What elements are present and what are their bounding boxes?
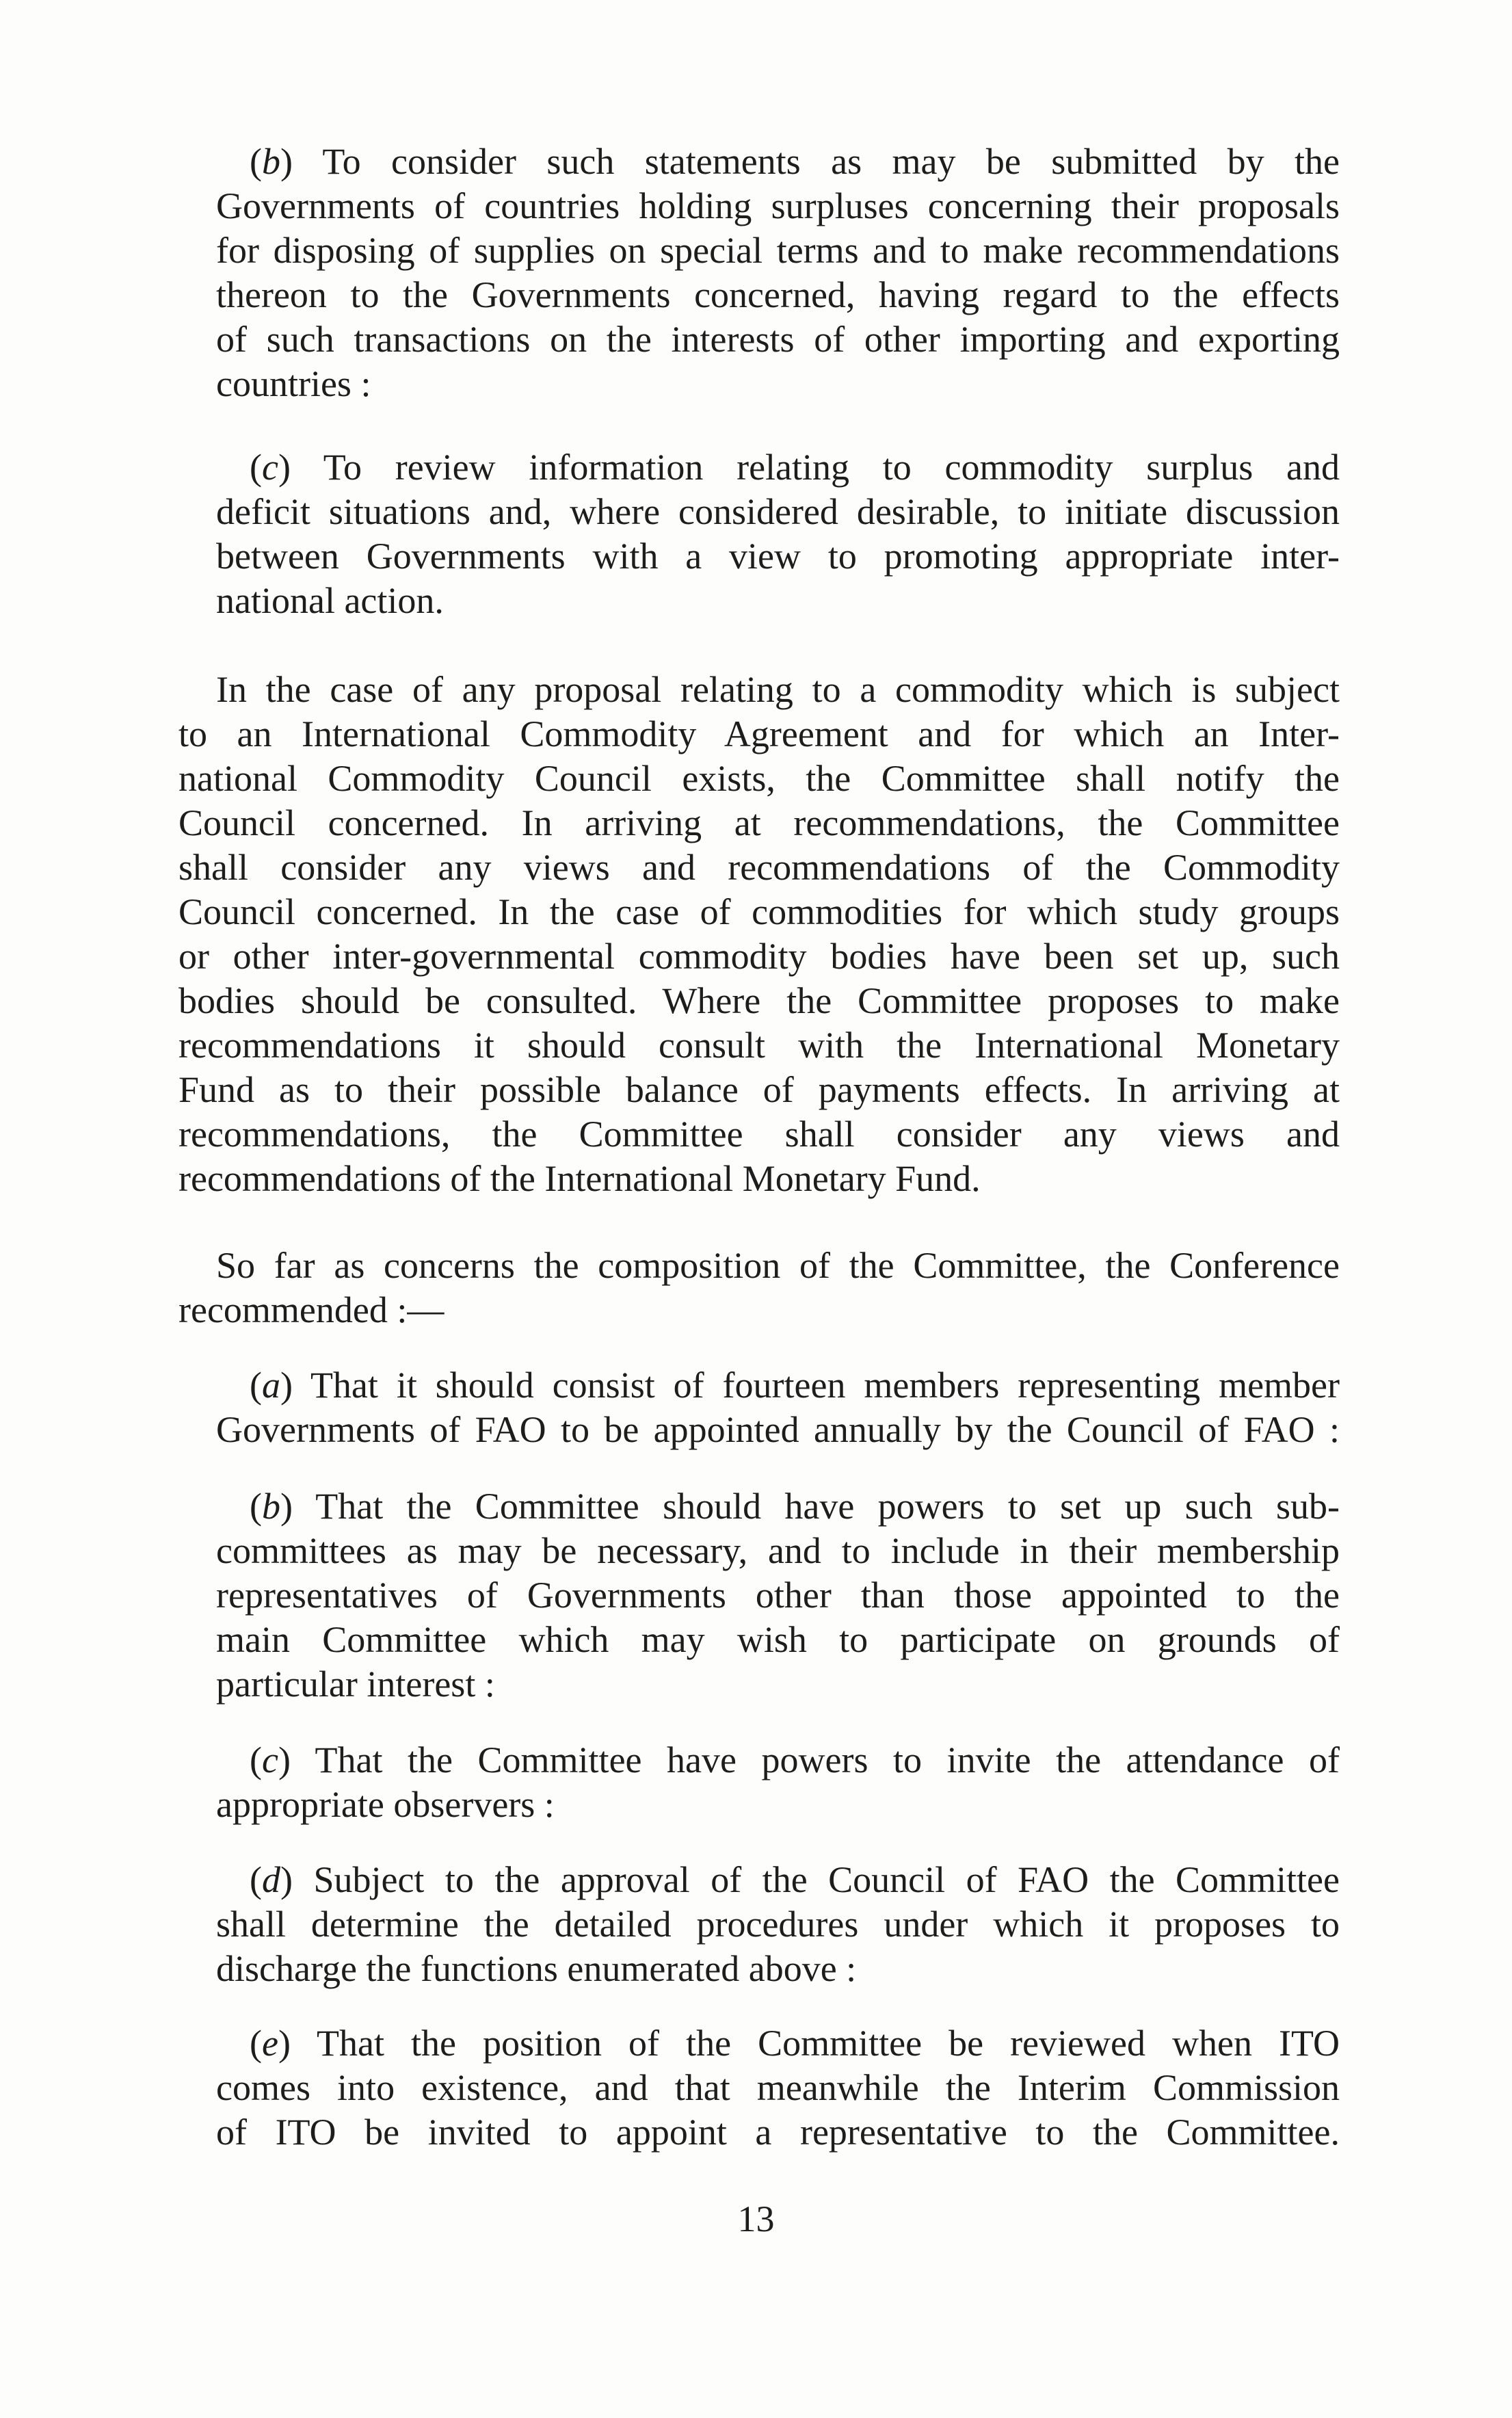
text-line: [216, 1484, 1340, 1529]
text-line: [216, 140, 1340, 184]
text-line: [216, 2066, 1340, 2110]
text-line: [216, 490, 1340, 534]
text-line: [178, 801, 1340, 845]
text-line: [178, 1157, 1340, 1201]
text-line: [216, 184, 1340, 228]
line-text: recommendations, the Committee shall consider any views and: [178, 1114, 1340, 1155]
text-line: [178, 934, 1340, 979]
line-text: thereon to the Governments concerned, having regard to the effects: [216, 274, 1340, 315]
line-text: recommendations it should consult with the International Monetary: [178, 1025, 1340, 1066]
line-text: Governments of countries holding surpluses concerning their proposals: [216, 185, 1340, 226]
text-line: [216, 1618, 1340, 1662]
line-text: Council concerned. In arriving at recommendations, the Committee: [178, 802, 1340, 843]
text-line: [216, 228, 1340, 273]
recommendation-b: [216, 1484, 1340, 1707]
line-text: of such transactions on the interests of other importing and exporting: [216, 319, 1340, 360]
text-line: [216, 445, 1340, 490]
paragraph-c-review-information: [216, 445, 1340, 623]
text-line: [216, 1738, 1340, 1783]
line-text: Subject to the approval of the Council of FAO the Committee: [313, 1859, 1340, 1900]
recommendation-d: [216, 1858, 1340, 1991]
line-text: That the Committee have powers to invite the attendance of: [315, 1739, 1340, 1780]
text-line: [178, 1023, 1340, 1068]
text-line: [216, 1529, 1340, 1573]
line-text: discharge the functions enumerated above :: [216, 1948, 857, 1989]
line-text: between Governments with a view to promoting appropriate inter-: [216, 536, 1340, 577]
line-text: Council concerned. In the case of commodities for which study groups: [178, 891, 1340, 932]
text-line: [178, 845, 1340, 890]
line-text: or other inter-governmental commodity bodies have been set up, such: [178, 936, 1340, 977]
text-line: [216, 1662, 1340, 1707]
line-text: In the case of any proposal relating to a commodity which is subject: [216, 669, 1340, 710]
line-text: national action.: [216, 580, 444, 621]
line-text: comes into existence, and that meanwhile the Interim Commission: [216, 2067, 1340, 2108]
line-text: main Committee which may wish to participate on grounds of: [216, 1619, 1340, 1660]
line-text: national Commodity Council exists, the Committee shall notify the: [178, 758, 1340, 799]
line-text: to an International Commodity Agreement and for which an Inter-: [178, 713, 1340, 754]
line-text: representatives of Governments other than those appointed to the: [216, 1575, 1340, 1616]
text-line: [216, 1573, 1340, 1618]
item-label: (c): [250, 447, 291, 488]
paragraph-b-surplus-statements: [216, 140, 1340, 406]
text-line: [178, 1112, 1340, 1157]
text-line: [216, 362, 1340, 406]
line-text: That the position of the Committee be reviewed when ITO: [317, 2023, 1340, 2064]
line-text: appropriate observers :: [216, 1784, 555, 1825]
line-text: To consider such statements as may be submitted by the: [322, 141, 1340, 182]
text-line: [216, 2110, 1340, 2155]
text-line: [178, 668, 1340, 712]
text-line: [216, 1408, 1340, 1452]
item-label: (b): [250, 1486, 293, 1527]
line-text: particular interest :: [216, 1664, 495, 1705]
line-text: countries :: [216, 363, 371, 404]
line-text: of ITO be invited to appoint a representative to the Committee.: [216, 2112, 1340, 2153]
line-text: Fund as to their possible balance of payments effects. In arriving at: [178, 1069, 1340, 1110]
text-line: [216, 1858, 1340, 1902]
text-line: [216, 317, 1340, 362]
line-text: To review information relating to commodity surplus and: [323, 447, 1340, 488]
line-text: shall consider any views and recommendations of the Commodity: [178, 847, 1340, 888]
text-line: [178, 890, 1340, 934]
recommendation-a: [216, 1363, 1340, 1452]
line-text: committees as may be necessary, and to include in their membership: [216, 1530, 1340, 1571]
line-text: shall determine the detailed procedures under which it proposes to: [216, 1904, 1340, 1945]
text-line: [178, 1244, 1340, 1288]
line-text: bodies should be consulted. Where the Committee proposes to make: [178, 980, 1340, 1021]
paragraph-commodity-agreement: [178, 668, 1340, 1201]
recommendation-c: [216, 1738, 1340, 1827]
line-text: deficit situations and, where considered desirable, to initiate discussion: [216, 491, 1340, 532]
item-label: (d): [250, 1859, 293, 1900]
page-number: 13: [737, 2198, 775, 2239]
text-line: [216, 1947, 1340, 1991]
line-text: Governments of FAO to be appointed annually by the Council of FAO :: [216, 1409, 1340, 1450]
text-line: [216, 273, 1340, 317]
line-text: So far as concerns the composition of the Committee, the Conference: [216, 1245, 1340, 1286]
line-text: recommended :—: [178, 1289, 445, 1330]
paragraph-committee-composition: [178, 1244, 1340, 1332]
text-line: [178, 979, 1340, 1023]
text-line: [216, 534, 1340, 579]
item-label: (e): [250, 2023, 291, 2064]
text-line: [178, 757, 1340, 801]
item-label: (c): [250, 1739, 291, 1780]
text-line: [216, 1783, 1340, 1827]
line-text: That it should consist of fourteen members representing member: [310, 1365, 1340, 1406]
item-label: (a): [250, 1365, 293, 1406]
text-line: [216, 2021, 1340, 2066]
text-line: [216, 579, 1340, 623]
text-line: [216, 1902, 1340, 1947]
text-line: [216, 1363, 1340, 1408]
item-label: (b): [250, 141, 293, 182]
recommendation-e: [216, 2021, 1340, 2155]
text-line: [178, 1068, 1340, 1112]
line-text: for disposing of supplies on special terms and to make recommendations: [216, 230, 1340, 271]
line-text: That the Committee should have powers to set up such sub-: [315, 1486, 1340, 1527]
text-line: [178, 712, 1340, 757]
text-line: [178, 1288, 1340, 1332]
line-text: recommendations of the International Monetary Fund.: [178, 1158, 981, 1199]
